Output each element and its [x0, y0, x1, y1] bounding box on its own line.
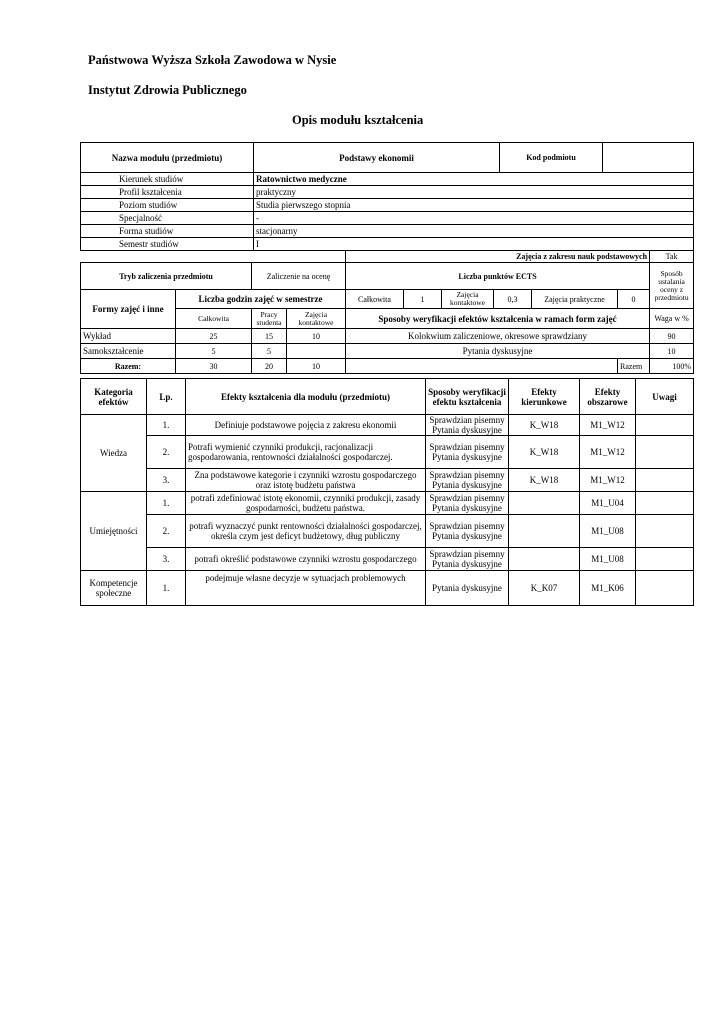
form-row-name: Wykład [81, 329, 176, 344]
document-title: Opis modułu kształcenia [292, 113, 424, 127]
module-code-label: Kod podmiotu [500, 143, 603, 173]
outcome-lp: 3. [147, 469, 186, 492]
ects-total-value: 1 [404, 290, 442, 309]
outcome-text: podejmuje własne decyzje w sytuacjach problemowych [186, 571, 426, 606]
outcome-method: Pytania dyskusyjne [426, 571, 509, 606]
outcomes-table [80, 378, 694, 606]
outcome-text: potrafi określić podstawowe czynniki wzrostu gospodarczego [186, 548, 426, 571]
outcome-area-effect: M1_W12 [580, 436, 636, 469]
form-row-student: 5 [252, 344, 287, 359]
info-value: - [254, 212, 694, 225]
outcome-area-effect: M1_W12 [580, 415, 636, 436]
outcome-field-effect [509, 548, 580, 571]
outcome-method: Sprawdzian pisemny Pytania dyskusyjne [426, 436, 509, 469]
info-value: I [254, 238, 694, 251]
ects-practical-value: 0 [618, 290, 650, 309]
outcome-text: Definiuje podstawowe pojęcia z zakresu ekonomii [186, 415, 426, 436]
total-weight: 100% [650, 359, 694, 374]
form-row-weight: 10 [650, 344, 694, 359]
tryb-value: Zaliczenie na ocenę [252, 263, 346, 290]
outcome-notes [636, 469, 694, 492]
verification-methods-label: Sposoby weryfikacji efektów kształcenia w ramach form zajęć [346, 309, 650, 329]
module-code-value [603, 143, 694, 173]
info-value: stacjonarny [254, 225, 694, 238]
outcome-text: Potrafi wymienić czynniki produkcji, racjonalizacji gospodarowania, rentowności działalności gospodarczej. [186, 436, 426, 469]
outcome-area-effect: M1_W12 [580, 469, 636, 492]
grading-method-label: Sposób ustalania oceny z przedmiotu [650, 263, 694, 309]
form-row-total: 5 [176, 344, 252, 359]
outcome-text: potrafi zdefiniować istotę ekonomii, czynniki produkcji, zasady gospodarności, budżetu państwa. [186, 492, 426, 515]
form-row-contact: 10 [287, 329, 346, 344]
outcome-field-effect: K_W18 [509, 436, 580, 469]
header-area-effects: Efekty obszarowe [580, 379, 636, 415]
info-label: Poziom studiów [81, 199, 254, 212]
outcome-method: Sprawdzian pisemny Pytania dyskusyjne [426, 415, 509, 436]
ects-contact-label: Zajęcia kontaktowe [442, 290, 494, 309]
outcome-method: Sprawdzian pisemny Pytania dyskusyjne [426, 548, 509, 571]
form-row-contact [287, 344, 346, 359]
outcome-field-effect: K_W18 [509, 415, 580, 436]
outcome-area-effect: M1_U08 [580, 548, 636, 571]
outcome-text: Zna podstawowe kategorie i czynniki wzrostu gospodarczego oraz istotę budżetu państwa [186, 469, 426, 492]
outcome-lp: 3. [147, 548, 186, 571]
outcome-lp: 2. [147, 436, 186, 469]
outcome-method: Sprawdzian pisemny Pytania dyskusyjne [426, 469, 509, 492]
study-info-table [80, 172, 694, 251]
outcome-text: potrafi wyznaczyć punkt rentowności działalności gospodarczej, określa czym jest deficyt budżetowy, dług publiczny [186, 515, 426, 548]
total-label-2: Razem [618, 359, 650, 374]
ects-practical-label: Zajęcia praktyczne [532, 290, 618, 309]
form-row-student: 15 [252, 329, 287, 344]
outcome-method: Sprawdzian pisemny Pytania dyskusyjne [426, 492, 509, 515]
info-value: Ratownictwo medyczne [254, 173, 694, 186]
header-lp: Lp. [147, 379, 186, 415]
outcome-notes [636, 515, 694, 548]
outcome-notes [636, 571, 694, 606]
outcome-lp: 1. [147, 571, 186, 606]
outcome-area-effect: M1_K06 [580, 571, 636, 606]
form-row-weight: 90 [650, 329, 694, 344]
total-label: Razem: [81, 359, 176, 374]
form-row-method: Pytania dyskusyjne [346, 344, 650, 359]
header-category: Kategoria efektów [81, 379, 147, 415]
module-table [80, 142, 694, 173]
outcome-method: Sprawdzian pisemny Pytania dyskusyjne [426, 515, 509, 548]
school-name: Państwowa Wyższa Szkoła Zawodowa w Nysie [88, 53, 337, 67]
outcome-lp: 2. [147, 515, 186, 548]
outcome-field-effect [509, 492, 580, 515]
basic-sciences-label: Zajęcia z zakresu nauk podstawowych [346, 251, 650, 263]
outcome-field-effect: K_W18 [509, 469, 580, 492]
col-student-work: Pracy studenta [252, 309, 287, 329]
outcome-lp: 1. [147, 415, 186, 436]
hours-label: Liczba godzin zajęć w semestrze [176, 290, 346, 309]
outcome-area-effect: M1_U04 [580, 492, 636, 515]
module-name-value: Podstawy ekonomii [254, 143, 500, 173]
info-label: Forma studiów [81, 225, 254, 238]
form-row-total: 25 [176, 329, 252, 344]
header-field-effects: Efekty kierunkowe [509, 379, 580, 415]
ects-label: Liczba punktów ECTS [346, 263, 650, 290]
header-verification: Sposoby weryfikacji efektu kształcenia [426, 379, 509, 415]
col-total-hours: Całkowita [176, 309, 252, 329]
ects-contact-value: 0,3 [494, 290, 532, 309]
outcome-area-effect: M1_U08 [580, 515, 636, 548]
category-cell: Kompetencje społeczne [81, 571, 147, 606]
outcome-notes [636, 415, 694, 436]
category-cell: Wiedza [81, 415, 147, 492]
outcome-notes [636, 548, 694, 571]
category-cell: Umiejętności [81, 492, 147, 571]
info-label: Specjalność [81, 212, 254, 225]
form-row-method: Kolokwium zaliczeniowe, okresowe sprawdziany [346, 329, 650, 344]
institute-name: Instytut Zdrowia Publicznego [88, 83, 247, 97]
forms-label: Formy zajęć i inne [81, 290, 176, 329]
info-value: praktyczny [254, 186, 694, 199]
ects-total-label: Całkowita [346, 290, 404, 309]
form-row-name: Samokształcenie [81, 344, 176, 359]
info-label: Kierunek studiów [81, 173, 254, 186]
outcome-notes [636, 436, 694, 469]
col-contact-hours: Zajęcia kontaktowe [287, 309, 346, 329]
tryb-label: Tryb zaliczenia przedmiotu [81, 263, 252, 290]
outcome-field-effect: K_K07 [509, 571, 580, 606]
header-effects: Efekty kształcenia dla modułu (przedmiotu) [186, 379, 426, 415]
basic-sciences-value: Tak [650, 251, 694, 263]
module-name-label: Nazwa modułu (przedmiotu) [81, 143, 254, 173]
info-value: Studia pierwszego stopnia [254, 199, 694, 212]
outcome-field-effect [509, 515, 580, 548]
weight-label: Waga w % [650, 309, 694, 329]
total-hours: 30 [176, 359, 252, 374]
info-label: Profil kształcenia [81, 186, 254, 199]
total-student: 20 [252, 359, 287, 374]
info-label: Semestr studiów [81, 238, 254, 251]
header-notes: Uwagi [636, 379, 694, 415]
outcome-notes [636, 492, 694, 515]
forms-table [80, 250, 694, 374]
outcome-lp: 1. [147, 492, 186, 515]
total-contact: 10 [287, 359, 346, 374]
